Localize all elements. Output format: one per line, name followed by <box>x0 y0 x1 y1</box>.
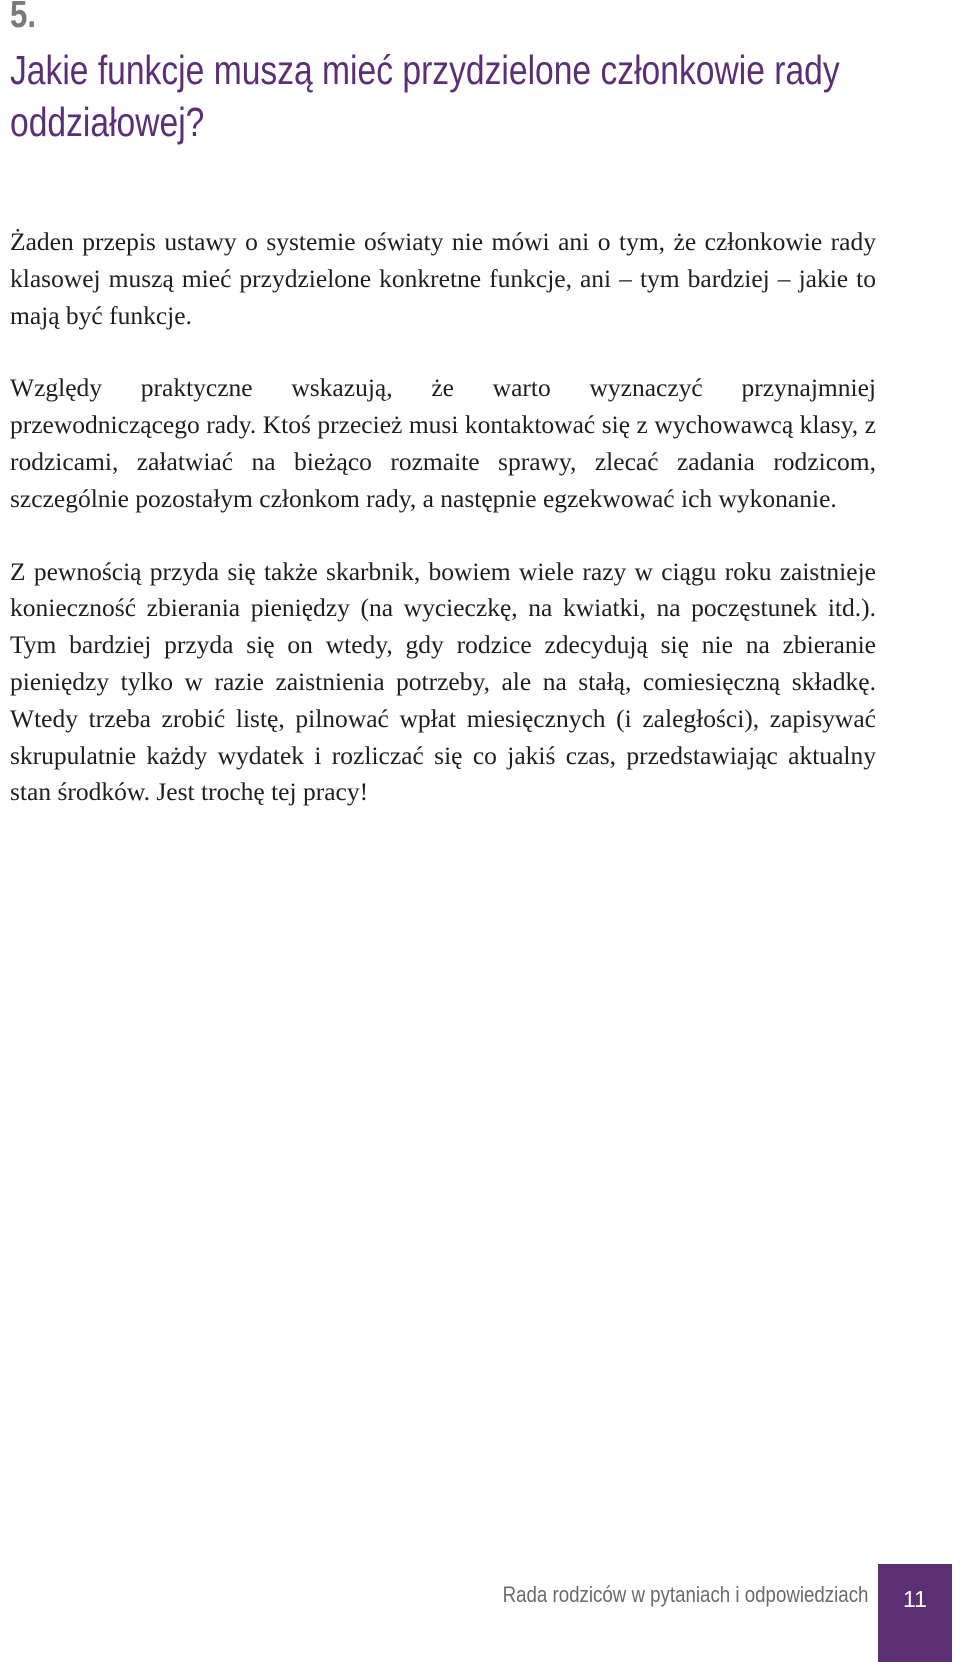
paragraph-2: Względy praktyczne wskazują, że warto wyznaczyć przynajmniej przewodniczącego rady. Ktoś przecież musi kontaktować się z wychowawcą klasy, z rodzicami, załatwiać na bieżąco rozmaite sprawy, zlecać zadania rodzicom, szczególnie pozostałym członkom rady, a następnie egzekwować ich wykonanie. <box>10 373 876 513</box>
footer-publication-title: Rada rodziców w pytaniach i odpowiedziach <box>502 1582 868 1607</box>
paragraph-1: Żaden przepis ustawy o systemie oświaty nie mówi ani o tym, że członkowie rady klasowej muszą mieć przydzielone konkretne funkcje, ani – tym bardziej – jakie to mają być funkcje. <box>10 227 876 330</box>
section-title: Jakie funkcje muszą mieć przydzielone członkowie rady oddziałowej? <box>10 47 840 145</box>
paragraph-3: Z pewnością przyda się także skarbnik, bowiem wiele razy w ciągu roku zaistnieje konieczność zbierania pieniędzy (na wycieczkę, na kwiatki, na poczęstunek itd.). Tym bardziej przyda się on wtedy, gdy rodzice zdecydują się nie na zbieranie pieniędzy tylko w razie zaistnienia potrzeby, ale na stałą, comiesięczną składkę. Wtedy trzeba zrobić listę, pilnować wpłat miesięcznych (i zaległości), zapisywać skrupulatnie każdy wydatek i rozliczać się co jakiś czas, przedstawiając aktualny stan środków. Jest trochę tej pracy! <box>10 556 876 807</box>
page-number-box <box>878 1564 952 1662</box>
section-number: 5. <box>10 0 36 36</box>
body-text <box>10 224 876 847</box>
page-number: 11 <box>903 1586 927 1612</box>
